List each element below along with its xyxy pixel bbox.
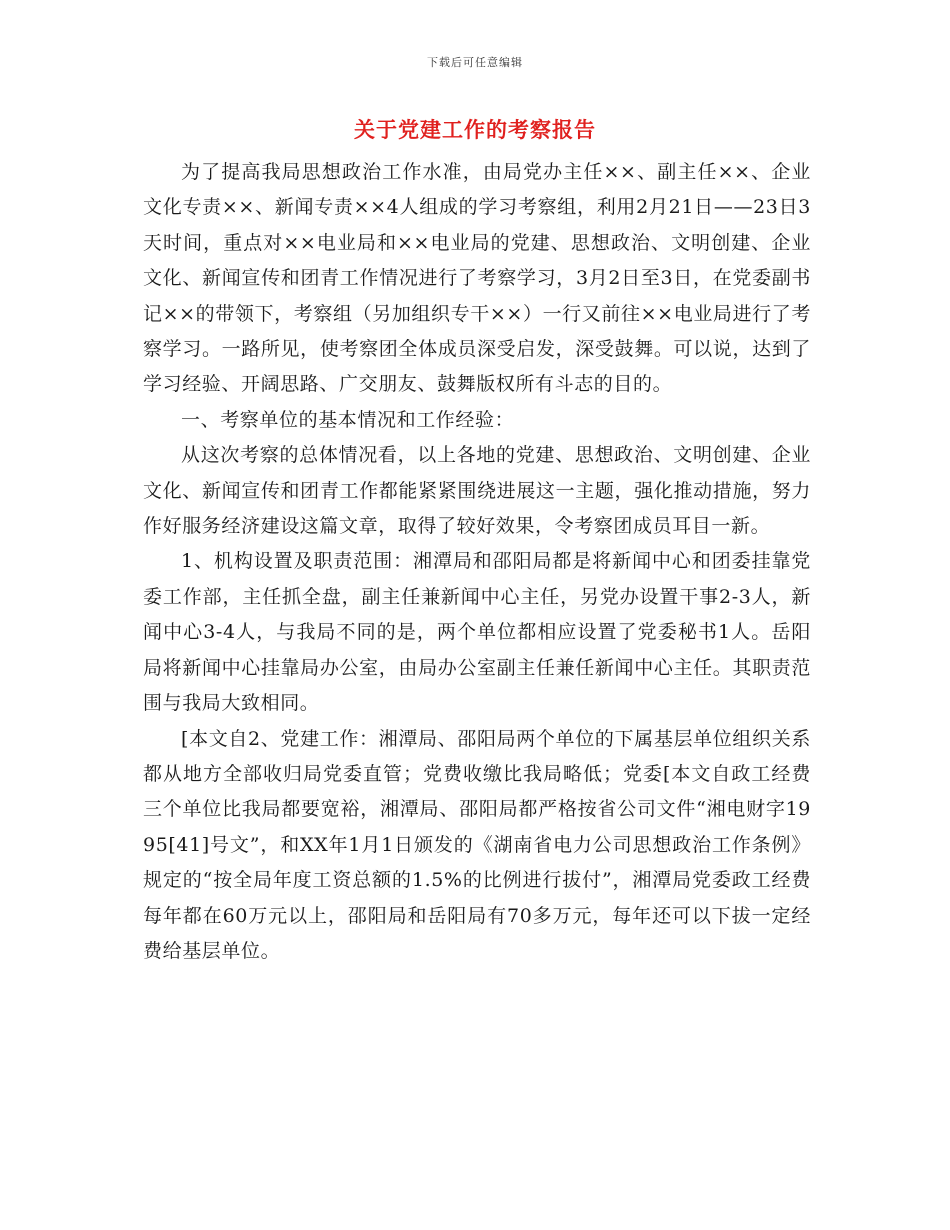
paragraph-overview: 从这次考察的总体情况看，以上各地的党建、思想政治、文明创建、企业文化、新闻宣传和团青工作都能紧紧围绕进展这一主题，强化推动措施，努力作好服务经济建设这篇文章，取得了较好效果，令考察团成员耳目一新。 [143,444,811,538]
section-heading-1: 一、考察单位的基本情况和工作经验： [181,408,515,431]
paragraph-intro: 为了提高我局思想政治工作水准，由局党办主任××、副主任××、企业文化专责××、新闻专责××4人组成的学习考察组，利用2月21日——23日3天时间，重点对××电业局和××电业局的党建、思想政治、文明创建、企业文化、新闻宣传和团青工作情况进行了考察学习，3月2日至3日，在党委副书记××的带领下，考察组（另加组织专干××）一行又前往××电业局进行了考察学习。一路所见，使考察团全体成员深受启发，深受鼓舞。可以说，达到了学习经验、开阔思路、广交朋友、鼓舞版权所有斗志的目的。 [143,161,811,396]
document-body [143,155,811,969]
document-title: 关于党建工作的考察报告 [354,117,596,142]
paragraph-party-building: [本文自2、党建工作：湘潭局、邵阳局两个单位的下属基层单位组织关系都从地方全部收归局党委直管；党费收缴比我局略低；党委[本文自政工经费三个单位比我局都要宽裕，湘潭局、邵阳局都严格按省公司文件“湘电财字1995[41]号文”，和XX年1月1日颁发的《湖南省电力公司思想政治工作条例》规定的“按全局年度工资总额的1.5%的比例进行拔付”，湘潭局党委政工经费每年都在60万元以上，邵阳局和岳阳局有70多万元，每年还可以下拔一定经费给基层单位。 [143,727,811,962]
paragraph-organization: 1、机构设置及职责范围：湘潭局和邵阳局都是将新闻中心和团委挂靠党委工作部，主任抓全盘，副主任兼新闻中心主任，另党办设置干事2-3人，新闻中心3-4人，与我局不同的是，两个单位都相应设置了党委秘书1人。岳阳局将新闻中心挂靠局办公室，由局办公室副主任兼任新闻中心主任。其职责范围与我局大致相同。 [143,550,811,715]
header-note: 下载后可任意编辑 [427,56,523,69]
